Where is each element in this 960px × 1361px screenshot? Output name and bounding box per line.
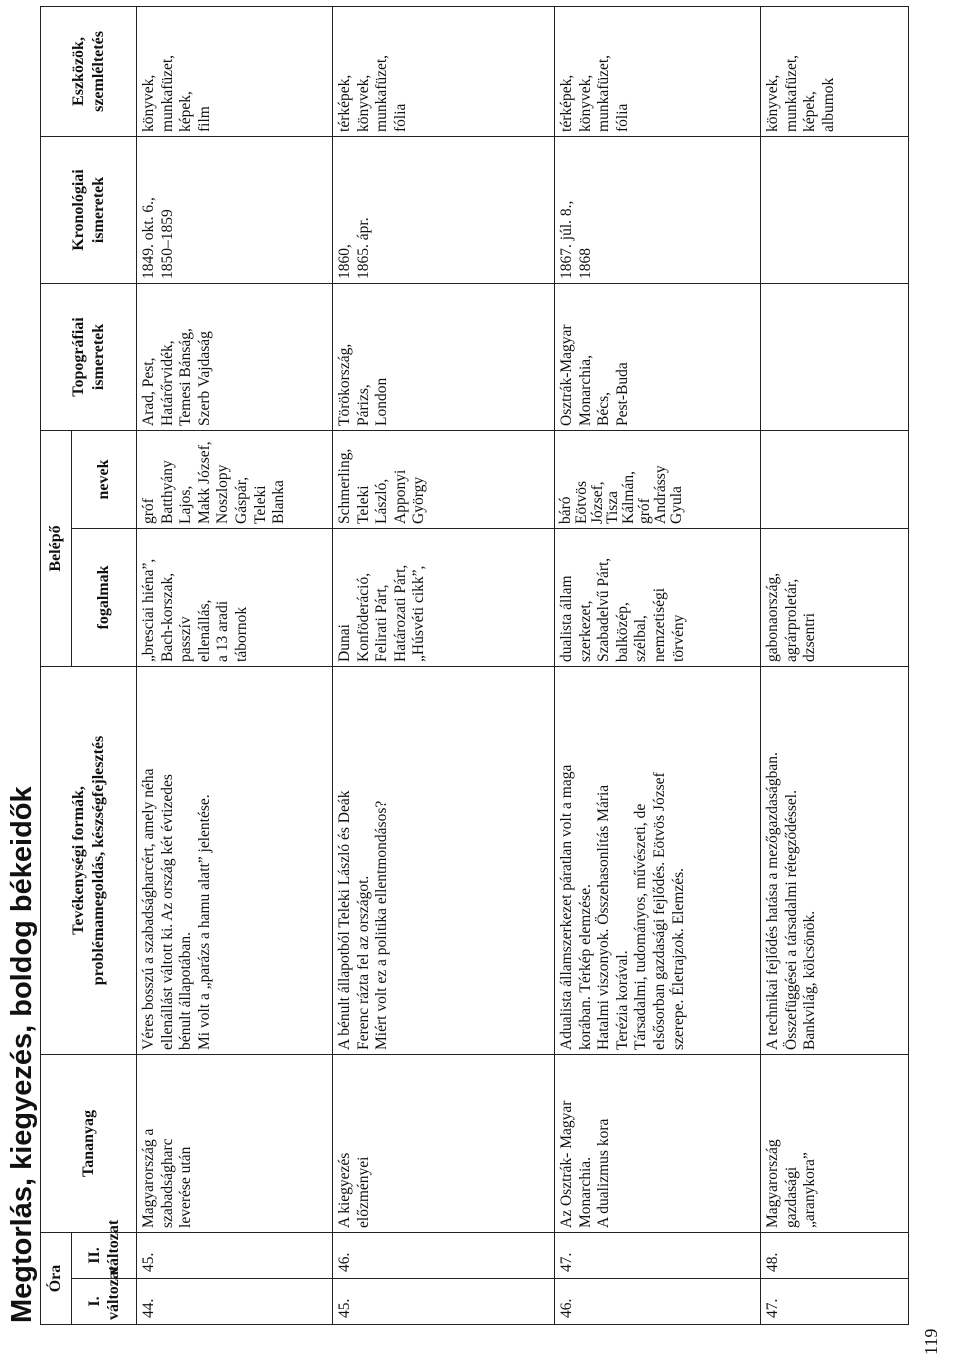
cell-valtozat-1: 44. <box>137 1279 333 1325</box>
cell-nevek <box>761 430 909 528</box>
cell-topografiai <box>761 283 909 430</box>
header-ora: Óra <box>41 1232 72 1324</box>
cell-valtozat-1: 47. <box>761 1279 909 1325</box>
cell-fogalmak: gabonaország, agrárproletár, dzsentri <box>761 528 909 666</box>
cell-topografiai: Arad, Pest, Határőrvidék, Temesi Bánság, Szerb Vajdaság <box>137 283 333 430</box>
header-tevekenyseg: Tevékenységi formák, problémamegoldás, készségfejlesztés <box>41 666 137 1054</box>
cell-kronologiai: 1860, 1865. ápr. <box>333 136 555 283</box>
cell-tevekenyseg: Adualista államszerkezet páratlan volt a maga korában. Térkép elemzése. Hatalmi viszonyok. Összehasonlítás Mária Terézia korával. Társadalmi, tudományos, művészeti, de elsősorban gazdasági fejlődés. Eötvös József szerepe. Életrajzok. Elemzés. <box>555 666 761 1054</box>
cell-tevekenyseg: Véres bosszú a szabadságharcért, amely néha ellenállást váltott ki. Az ország két évtizedes bénult állapotában. Mi volt a „parázs a hamu alatt” jelentése. <box>137 666 333 1054</box>
header-kronologiai: Kronológiai ismeretek <box>41 136 137 283</box>
cell-fogalmak: dualista állam szerkezet, Szabadelvű Párt, balközép, szélbal, nemzetiségi törvény <box>555 528 761 666</box>
cell-valtozat-1: 45. <box>333 1279 555 1325</box>
cell-eszkozok: könyvek, munkafüzet, képek, film <box>137 6 333 136</box>
cell-valtozat-1: 46. <box>555 1279 761 1325</box>
cell-eszkozok: térképek, könyvek, munkafüzet, fólia <box>333 6 555 136</box>
cell-valtozat-2: 45. <box>137 1232 333 1278</box>
header-nevek: nevek <box>72 430 137 528</box>
cell-kronologiai <box>761 136 909 283</box>
cell-valtozat-2: 47. <box>555 1232 761 1278</box>
cell-tananyag: A kiegyezés előzményei <box>333 1054 555 1232</box>
header-valtozat-2: II. változat <box>72 1232 137 1278</box>
cell-fogalmak: „bresciai hiéna”, Bach-korszak, passzív ellenállás, a 13 aradi tábornok <box>137 528 333 666</box>
curriculum-table <box>40 6 909 1325</box>
header-valtozat-1: I. változat <box>72 1279 137 1325</box>
cell-tevekenyseg: A bénult állapotból Teleki László és Deák Ferenc rázta fel az országot. Miért volt ez a politika ellentmondásos? <box>333 666 555 1054</box>
cell-fogalmak: Dunai Konföderáció, Felirati Párt, Határozati Párt, „Húsvéti cikk”, <box>333 528 555 666</box>
header-fogalmak: fogalmak <box>72 528 137 666</box>
cell-kronologiai: 1849. okt. 6., 1850–1859 <box>137 136 333 283</box>
cell-tananyag: Az Osztrák- Magyar Monarchia. A dualizmus kora <box>555 1054 761 1232</box>
cell-kronologiai: 1867. júl. 8., 1868 <box>555 136 761 283</box>
page-title: Megtorlás, kiegyezés, boldog békeidők <box>6 786 38 1323</box>
cell-valtozat-2: 46. <box>333 1232 555 1278</box>
header-eszkozok: Eszközök, szemléltetés <box>41 6 137 136</box>
cell-eszkozok: térképek, könyvek, munkafüzet, fólia <box>555 6 761 136</box>
cell-eszkozok: könyvek, munkafüzet, képek, albumok <box>761 6 909 136</box>
page-number: 119 <box>921 1328 941 1355</box>
cell-nevek: Schmerling, Teleki László, Apponyi György <box>333 430 555 528</box>
cell-valtozat-2: 48. <box>761 1232 909 1278</box>
table-row <box>137 6 333 1324</box>
cell-nevek: gróf Batthyány Lajos, Makk József, Noszlopy Gáspár, Teleki Blanka <box>137 430 333 528</box>
table-row <box>555 6 761 1324</box>
cell-nevek: báró Eötvös József, Tisza Kálmán, gróf Andrássy Gyula <box>555 430 761 528</box>
cell-tananyag: Magyarország gazdasági „aranykora” <box>761 1054 909 1232</box>
table-row <box>761 6 909 1324</box>
header-topografiai: Topográfiai ismeretek <box>41 283 137 430</box>
header-row-top <box>41 6 72 1324</box>
table-row <box>333 6 555 1324</box>
cell-tevekenyseg: A technikai fejlődés hatása a mezőgazdaságban. Összefüggései a társadalmi rétegződéssel. Bankvilág, kölcsönök. <box>761 666 909 1054</box>
cell-topografiai: Törökország, Párizs, London <box>333 283 555 430</box>
cell-tananyag: Magyarország a szabadságharc leverése után <box>137 1054 333 1232</box>
cell-topografiai: Osztrák-Magyar Monarchia, Bécs, Pest-Buda <box>555 283 761 430</box>
header-belepo: Belépő <box>41 430 72 666</box>
header-tananyag: Tananyag <box>41 1054 137 1232</box>
